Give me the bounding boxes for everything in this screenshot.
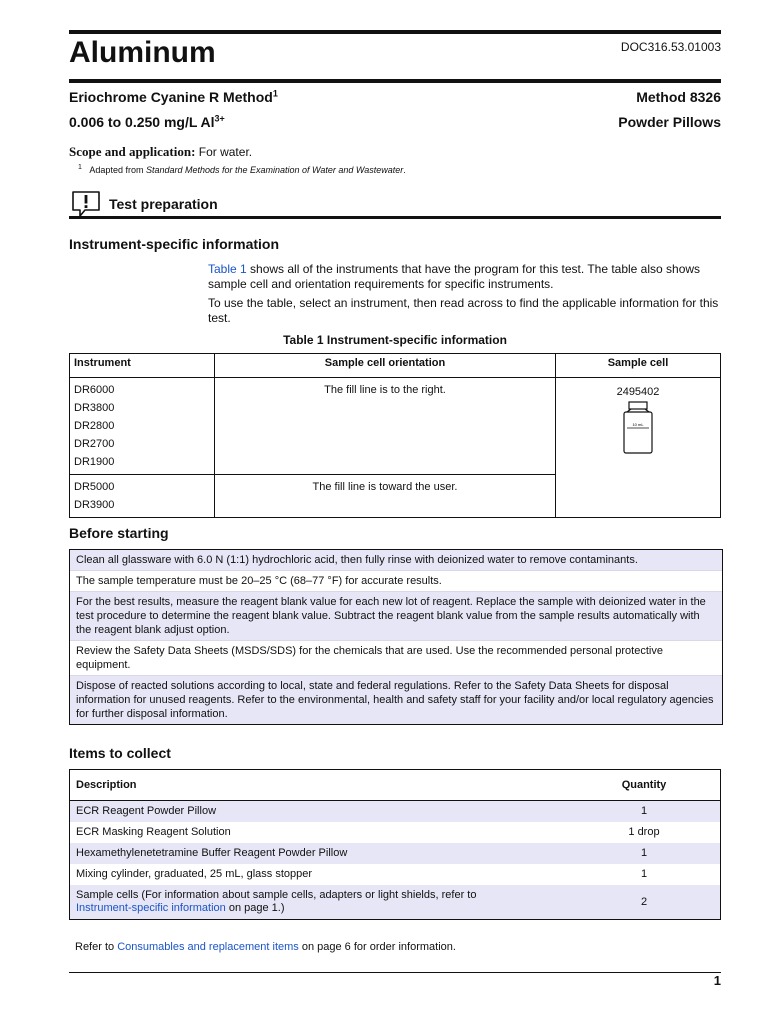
method-format: Powder Pillows (618, 114, 721, 130)
column-header-orientation: Sample cell orientation (215, 354, 556, 378)
item-description: ECR Reagent Powder Pillow (76, 805, 217, 817)
page-number: 1 (713, 973, 721, 988)
instrument-name: DR5000 (74, 481, 115, 493)
item-quantity: 1 (640, 847, 648, 859)
section-rule (69, 216, 721, 219)
instrument-name: DR2700 (74, 438, 115, 450)
list-item: Review the Safety Data Sheets (MSDS/SDS) for the chemicals that are used. Use the recommended personal protective equipment. (70, 641, 722, 676)
item-description: Hexamethylenetetramine Buffer Reagent Powder Pillow (76, 847, 348, 859)
method-name: Eriochrome Cyanine R Method$^1$ (69, 88, 278, 105)
item-description: Sample cells (For information about sample cells, adapters or light shields, refer to Instrument-specific information on page 1.) (76, 889, 477, 914)
list-item: The sample temperature must be 20–25 °C (68–77 °F) for accurate results. (70, 571, 722, 592)
item-quantity: 1 (640, 868, 648, 880)
column-header-instrument: Instrument (70, 354, 215, 378)
table-row (70, 885, 721, 920)
table-row (70, 378, 721, 475)
item-quantity: 1 (640, 805, 648, 817)
table-row (70, 843, 721, 864)
orientation-cell: The fill line is toward the user. (215, 475, 556, 518)
instrument-name: DR2800 (74, 420, 115, 432)
sample-cell-number: 2495402 (616, 386, 660, 398)
page-title: Aluminum (69, 36, 216, 69)
items-to-collect-heading: Items to collect (69, 745, 171, 761)
item-description: Mixing cylinder, graduated, 25 mL, glass stopper (76, 868, 313, 880)
instrument-name: DR1900 (74, 456, 115, 468)
instrument-info-link[interactable]: Instrument-specific information (76, 902, 226, 914)
instrument-table (69, 353, 721, 518)
table-row (70, 864, 721, 885)
instrument-name: DR6000 (74, 384, 115, 396)
method-number: Method 8326 (636, 89, 721, 105)
sample-cell (556, 378, 721, 518)
footer-rule (69, 972, 721, 973)
list-item: For the best results, measure the reagent blank value for each new lot of reagent. Replace the sample with deionized water in the test procedure to determine the reagent blank value. Subtract the reagent blank value from the sample results automatically with the reagent blank adjust option. (70, 592, 722, 641)
sample-cell-vial-icon (621, 401, 655, 455)
instrument-name: DR3800 (74, 402, 115, 414)
measurement-range: 0.006 to 0.250 mg/L $Al^{3+}$ (69, 113, 225, 130)
vial-label: 10 mL (632, 422, 644, 427)
table-row (70, 801, 721, 823)
table-row (70, 822, 721, 843)
item-description: ECR Masking Reagent Solution (76, 826, 231, 838)
instrument-name: DR3900 (74, 499, 115, 511)
list-item: Clean all glassware with 6.0 N (1:1) hydrochloric acid, then fully rinse with deionized water to remove contaminants. (70, 550, 722, 571)
instrument-list (70, 475, 215, 518)
column-header-sample-cell: Sample cell (556, 354, 721, 378)
instrument-info-paragraph-2: To use the table, select an instrument, then read across to find the applicable information for this test. (208, 296, 719, 325)
items-table (69, 769, 721, 920)
consumables-link[interactable]: Consumables and replacement items (117, 941, 299, 953)
table-caption: Table 1 Instrument-specific information (283, 333, 507, 347)
instrument-list (70, 378, 215, 475)
before-starting-box (69, 549, 723, 725)
test-preparation-heading: Test preparation (109, 196, 218, 212)
column-header-description: Description (70, 770, 569, 801)
list-item: Dispose of reacted solutions according to local, state and federal regulations. Refer to the Safety Data Sheets for disposal information for unused reagents. Refer to the environmental, health and safety staff for your facility and/or local regulatory agencies for further disposal information. (70, 676, 722, 724)
before-starting-heading: Before starting (69, 525, 169, 541)
table-1-link[interactable]: Table 1 (208, 262, 247, 276)
order-info-note: Refer to Consumables and replacement items on page 6 for order information. (75, 941, 456, 953)
item-quantity: 2 (640, 895, 648, 908)
instrument-info-paragraph-1: Table 1 shows all of the instruments that have the program for this test. The table also shows sample cell and orientation requirements for specific instruments. (208, 262, 701, 291)
top-rule (69, 30, 721, 34)
orientation-cell: The fill line is to the right. (215, 378, 556, 475)
title-rule (69, 79, 721, 83)
item-quantity: 1 drop (628, 826, 660, 838)
column-header-quantity: Quantity (568, 770, 721, 801)
footnote: $^1$ Adapted from Standard Methods for the Examination of Water and Wastewater. (78, 164, 406, 175)
document-number: DOC316.53.01003 (620, 40, 721, 54)
instrument-info-heading: Instrument-specific information (69, 236, 280, 252)
scope-line: Scope and application: For water. (69, 144, 253, 159)
